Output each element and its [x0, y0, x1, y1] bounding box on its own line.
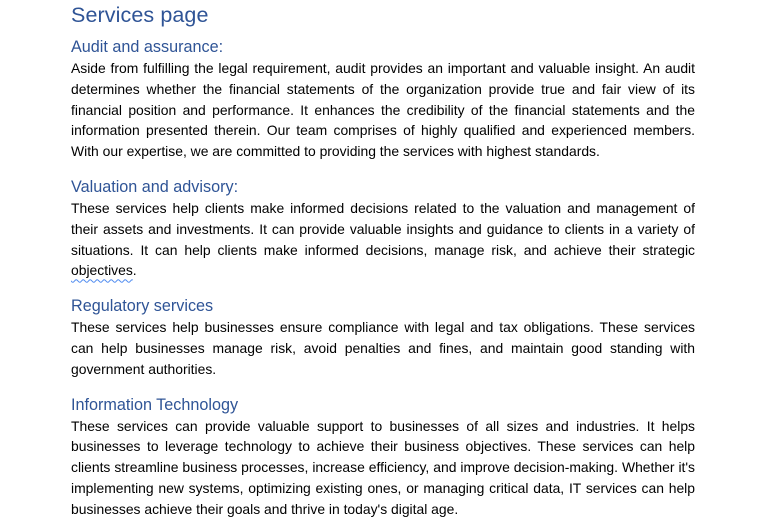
section-information-technology	[71, 394, 695, 520]
section-heading[interactable]: Valuation and advisory:	[71, 177, 239, 196]
section-heading[interactable]: Information Technology	[71, 395, 239, 414]
section-body[interactable]	[71, 198, 695, 281]
section-heading[interactable]: Audit and assurance:	[71, 38, 224, 56]
section-audit-and-assurance	[71, 36, 695, 162]
section-valuation-and-advisory	[71, 176, 695, 281]
section-heading[interactable]: Regulatory services	[71, 297, 214, 316]
section-body[interactable]: These services can provide valuable support to businesses of all sizes and industries. It helps businesses to leverage technology to achieve their business objectives. These services can help clients streamline business processes, increase efficiency, and improve decision-making. Whether it's implementing new systems, optimizing existing ones, or managing critical data, IT services can help businesses achieve their goals and thrive in today's digital age.	[71, 417, 695, 517]
section-body[interactable]: These services help businesses ensure compliance with legal and tax obligations. These services can help businesses manage risk, avoid penalties and fines, and maintain good standing with government authorities.	[71, 319, 695, 377]
page-title[interactable]: Services page	[71, 3, 209, 27]
section-regulatory-services	[71, 295, 695, 379]
spellcheck-flagged-word[interactable]: objectives	[71, 262, 133, 279]
document-page	[71, 0, 695, 520]
section-body[interactable]: Aside from fulfilling the legal requirement, audit provides an important and valuable insight. An audit determines whether the financial statements of the organization provide true and fair view of its financial position and performance. It enhances the credibility of the financial statements and the information presented therein. Our team comprises of highly qualified and experienced members. With our expertise, we are committed to providing the services with highest standards.	[71, 60, 695, 160]
section-body-punctuation: .	[132, 262, 137, 279]
section-body-text: These services help clients make informed decisions related to the valuation and management of their assets and investments. It can provide valuable insights and guidance to clients in a variety of situations. It can help clients make informed decisions, manage risk, and achieve their strategic	[71, 199, 695, 258]
